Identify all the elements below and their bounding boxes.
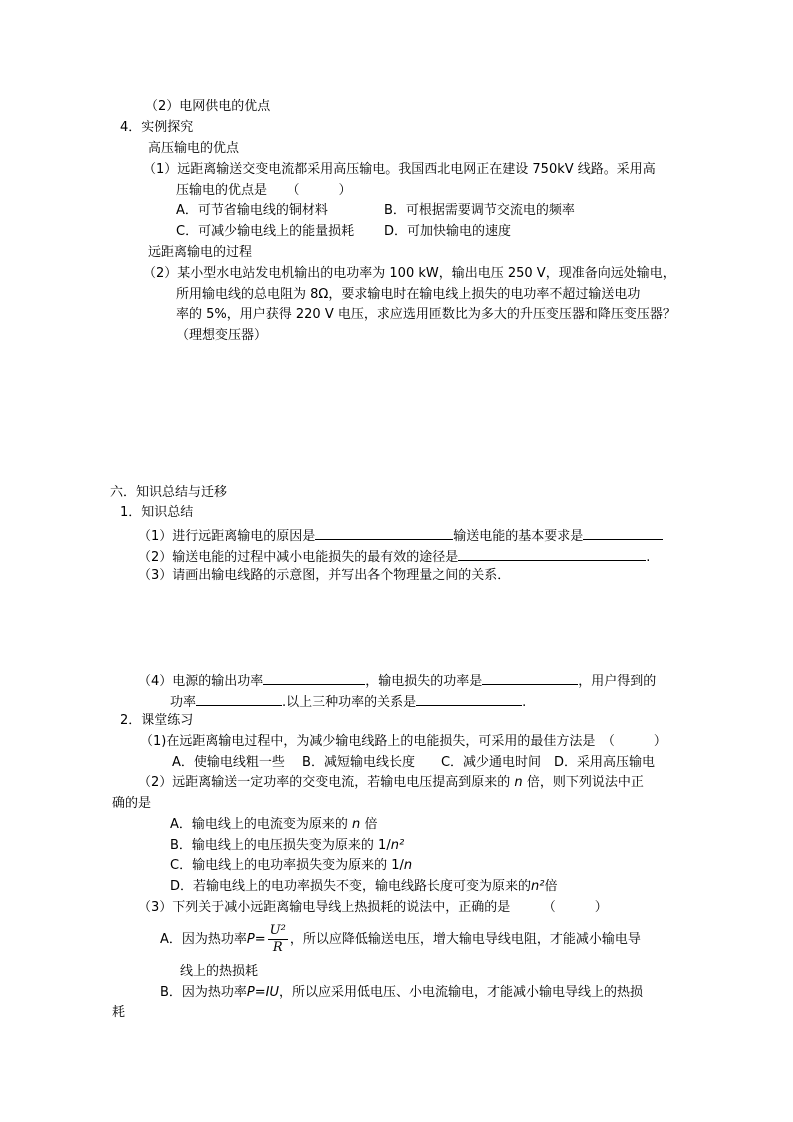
practice-heading: 2．课堂练习 (120, 713, 194, 728)
practice-2-option-c: C．输电线上的电功率损失变为原来的 1/n (170, 858, 413, 873)
section-4-heading: 4．实例探究 (120, 120, 194, 135)
summary-item-2: （2）输送电能的过程中减小电能损失的最有效的途径是 . (138, 546, 650, 567)
answer-blank[interactable] (416, 691, 522, 706)
subheading-process: 远距离输电的过程 (148, 245, 253, 260)
question-1-option-c: C．可减少输电线上的能量损耗 (176, 224, 355, 239)
practice-3-stem: （3）下列关于减小远距离输电导线上热损耗的说法中，正确的是 （ ） (138, 900, 608, 915)
answer-blank[interactable] (196, 691, 282, 706)
practice-1-options: A．使输电线粗一些 B．减短输电线长度 C．减少通电时间 D．采用高压输电 (172, 755, 656, 770)
question-1-option-d: D．可加快输电的速度 (384, 224, 512, 239)
answer-blank[interactable] (583, 525, 663, 540)
power-fraction: $\frac{\text{U²}}{R}$ (269, 923, 286, 955)
practice-2-stem-cont: 确的是 (112, 796, 152, 811)
practice-3-option-a-cont: 线上的热损耗 (180, 964, 259, 979)
practice-2-option-b: B．输电线上的电压损失变为原来的 1/n² (170, 838, 405, 853)
subheading-hv-advantage: 高压输电的优点 (148, 141, 240, 156)
question-2-line-3: 率的 5%，用户获得 220 V 电压，求应选用匝数比为多大的升压变压器和降压变压器？ (176, 307, 676, 322)
question-2-line-4: （理想变压器） (176, 328, 268, 343)
summary-item-4-cont: 功率 .以上三种功率的关系是 . (170, 691, 526, 712)
answer-blank[interactable] (458, 546, 646, 561)
grid-advantage: （2）电网供电的优点 (145, 99, 271, 114)
summary-item-3: （3）请画出输电线路的示意图，并写出各个物理量之间的关系． (138, 568, 511, 583)
practice-3-option-b: B．因为热功率P=IU，所以应采用低电压、小电流输电，才能减小输电导线上的热损 (160, 985, 644, 1000)
question-2-line-1: （2）某小型水电站发电机输出的电功率为 100 kW，输出电压 250 V，现准备向远处输电， (143, 266, 676, 281)
answer-blank[interactable] (482, 670, 578, 685)
practice-3-option-a: A．因为热功率P= $\frac{\text{U²}}{R}$ ，所以应降低输送电压，增大输电导线电阻，才能减小输电导 (160, 923, 641, 955)
practice-1-stem: （1)在远距离输电过程中，为减少输电线路上的电能损失，可采用的最佳方法是 （ ） (140, 734, 667, 749)
practice-3-option-b-cont: 耗 (112, 1005, 126, 1020)
question-1-option-b: B．可根据需要调节交流电的频率 (384, 203, 575, 218)
practice-2-option-a: A．输电线上的电流变为原来的 n 倍 (170, 817, 378, 832)
answer-blank[interactable] (315, 525, 453, 540)
question-1-line-1: （1）远距离输送交变电流都采用高压输电。我国西北电网正在建设 750kV 线路。采用高 (143, 162, 656, 177)
section-6-heading: 六．知识总结与迁移 (110, 485, 228, 500)
summary-item-4: （4）电源的输出功率 ，输电损失的功率是 ，用户得到的 (138, 670, 656, 691)
answer-blank[interactable] (263, 670, 365, 685)
question-1-option-a: A．可节省输电线的铜材料 (176, 203, 328, 218)
knowledge-summary-heading: 1．知识总结 (120, 505, 194, 520)
practice-2-option-d: D．若输电线上的电功率损失不变，输电线路长度可变为原来的n²倍 (170, 879, 558, 894)
summary-item-1: （1）进行远距离输电的原因是 输送电能的基本要求是 (138, 525, 663, 546)
practice-2-stem: （2）远距离输送一定功率的交变电流，若输电电压提高到原来的 n 倍，则下列说法中正 (138, 775, 644, 790)
question-2-line-2: 所用输电线的总电阻为 8Ω，要求输电时在输电线上损失的电功率不超过输送电功 (176, 287, 641, 302)
question-1-line-2: 压输电的优点是 （ ） (176, 183, 352, 198)
